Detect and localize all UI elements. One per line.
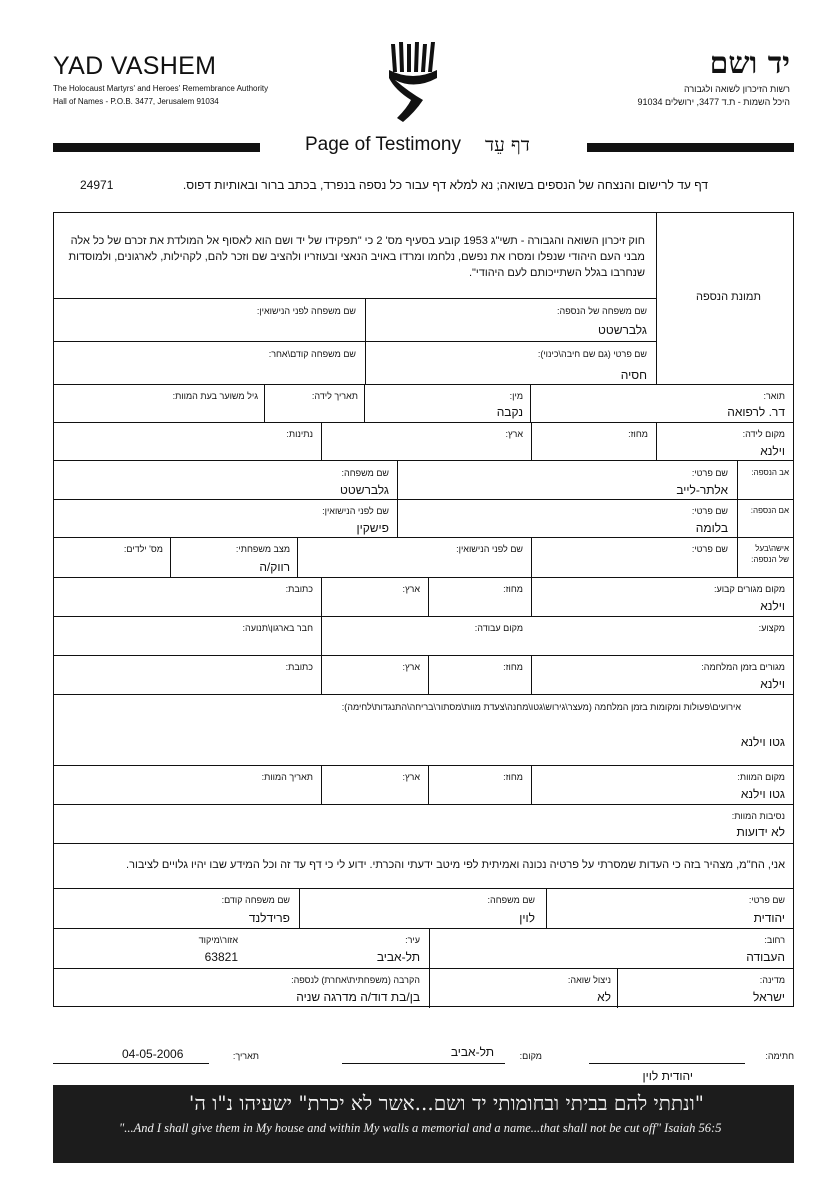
- label-father-family-name: שם משפחה:: [341, 468, 389, 478]
- label-war-address: כתובת:: [285, 662, 313, 672]
- label-res-district: מחוז:: [503, 584, 523, 594]
- label-survivor: ניצול שואה:: [567, 975, 611, 985]
- label-spouse-first-name: שם פרטי:: [691, 544, 728, 554]
- value-father-family-name[interactable]: גלברשטט: [340, 483, 389, 497]
- label-res-country: ארץ:: [402, 584, 420, 594]
- law-text: חוק זיכרון השואה והגבורה - תשי"ג 1953 קובע בסעיף מס' 2 כי "תפקידו של יד ושם הוא לאסוף אל המולדת את זכרם של כל אלה מבני העם היהודי שנפלו ומסרו את נפשם, נלחמו ומרדו באויב הנאצי ובעוזריו ולהציב שם וזכר להם, לקהילות, לארגונים, ולמוסדות שנחרבו בגלל השתייכותם לעם היהודי".: [68, 235, 645, 279]
- label-sub-first-name: שם פרטי:: [748, 895, 785, 905]
- value-signature-name: יהודית לוין: [642, 1069, 693, 1083]
- label-birth-date: תאריך לידה:: [311, 391, 358, 401]
- label-profession: מקצוע:: [758, 623, 785, 633]
- form-number: 24971: [80, 178, 114, 192]
- label-death-date: תאריך המוות:: [261, 772, 313, 782]
- label-place: מקום:: [519, 1051, 542, 1061]
- value-mother-first-name[interactable]: בלומה: [695, 521, 728, 535]
- quote-hebrew: "ונתתי להם בביתי ובחומותי יד ושם...אשר לא יכרת" ישעיהו נ"ו ה': [188, 1091, 704, 1115]
- value-death-place[interactable]: גטו וילנא: [740, 787, 785, 801]
- value-gender[interactable]: נקבה: [496, 405, 523, 419]
- label-workplace: מקום עבודה:: [474, 623, 523, 633]
- value-mother-maiden-name[interactable]: פישקין: [356, 521, 389, 535]
- org-name-he: יד ושם: [709, 46, 790, 81]
- org-address-he: היכל השמות - ת.ד 3477, ירושלים 91034: [637, 97, 790, 107]
- label-victims-father: אב הנספה:: [751, 468, 789, 477]
- label-relationship: הקרבה (משפחתית\אחרת) לנספה:: [291, 975, 420, 985]
- quote-banner: [53, 1085, 794, 1163]
- label-wartime-residence: מגורים בזמן המלחמה:: [701, 662, 785, 672]
- label-maiden-name: שם משפחה לפני הנישואין:: [256, 306, 356, 316]
- label-father-first-name: שם פרטי:: [691, 468, 728, 478]
- intro-instructions: דף עד לרישום והנצחה של הנספים בשואה; נא למלא דף עבור כל נספה בנפרד, בכתב ברור ובאותיות דפוס.: [182, 178, 708, 192]
- label-sub-family-name: שם משפחה:: [487, 895, 535, 905]
- value-marital-status[interactable]: רווק/ה: [259, 560, 290, 574]
- value-sub-prev-family-name[interactable]: פרידלנד: [248, 911, 290, 925]
- label-permanent-residence: מקום מגורים קבוע:: [713, 584, 785, 594]
- label-state: מדינה:: [759, 975, 785, 985]
- value-place[interactable]: תל-אביב: [450, 1045, 494, 1059]
- label-sub-prev-family-name: שם משפחה קודם:: [221, 895, 290, 905]
- declaration-text: אני, הח"מ, מצהיר בזה כי העדות שמסרתי על פרטיה נכונה ואמיתית לפי מיטב ידעתי והכרתי. ידוע לי כי דף עד זה וכל המידע שבו יהיו גלויים לציבור.: [126, 859, 785, 871]
- value-relationship[interactable]: בן/בת דוד/ה מדרגה שניה: [296, 990, 420, 1004]
- label-birth-district: מחוז:: [628, 429, 648, 439]
- value-victim-family-name[interactable]: גלברשטט: [598, 323, 647, 337]
- label-gender: מין:: [509, 391, 523, 401]
- label-mother-maiden-name: שם לפני הנישואין:: [322, 506, 389, 516]
- label-signature: חתימה:: [765, 1051, 794, 1061]
- signature-line: [589, 1063, 745, 1064]
- value-city[interactable]: תל-אביב: [376, 950, 420, 964]
- label-spouse-maiden-name: שם לפני הנישואין:: [456, 544, 523, 554]
- label-birth-place: מקום לידה:: [742, 429, 785, 439]
- label-city: עיר:: [405, 935, 420, 945]
- label-victims-mother: אם הנספה:: [750, 506, 789, 515]
- org-address-en: Hall of Names - P.O.B. 3477, Jerusalem 91034: [53, 97, 219, 106]
- label-title: תואר:: [763, 391, 785, 401]
- photo-box-border: [656, 213, 657, 384]
- label-death-country: ארץ:: [402, 772, 420, 782]
- value-title[interactable]: דר. לרפואה: [727, 405, 785, 419]
- value-wartime-residence[interactable]: וילנא: [760, 677, 785, 691]
- org-subtitle-en: The Holocaust Martyrs' and Heroes' Remembrance Authority: [53, 84, 269, 93]
- label-age-at-death: גיל משוער בעת המוות:: [172, 391, 258, 401]
- value-date[interactable]: 04-05-2006: [122, 1047, 184, 1061]
- label-prev-family-name: שם משפחה קודם\אחר:: [268, 349, 356, 359]
- photo-label: תמונת הנספה: [696, 291, 761, 303]
- label-date: תאריך:: [232, 1051, 259, 1061]
- value-street[interactable]: העבודה: [746, 950, 785, 964]
- label-res-address: כתובת:: [285, 584, 313, 594]
- value-wartime-events[interactable]: גטו וילנא: [740, 735, 785, 749]
- label-mother-first-name: שם פרטי:: [691, 506, 728, 516]
- label-death-place: מקום המוות:: [737, 772, 785, 782]
- title-bar-left: [53, 143, 260, 152]
- label-num-children: מס' ילדים:: [123, 544, 163, 554]
- place-line: [342, 1063, 505, 1064]
- org-name-en: YAD VASHEM: [53, 52, 217, 80]
- label-spouse-line2: של הנספה:: [751, 555, 789, 564]
- quote-english: "...And I shall give them in My house and within My walls a memorial and a name...that shall not be cut off" Isaiah 56:5: [119, 1121, 722, 1135]
- value-survivor[interactable]: לא: [597, 990, 611, 1004]
- label-death-circumstances: נסיבות המוות:: [731, 811, 785, 821]
- label-zip: אזור\מיקוד: [198, 935, 238, 945]
- label-war-country: ארץ:: [402, 662, 420, 672]
- label-victim-family-name: שם משפחה של הנספה:: [556, 306, 647, 316]
- testimony-form: [53, 212, 794, 1007]
- value-permanent-residence[interactable]: וילנא: [760, 599, 785, 613]
- label-birth-country: ארץ:: [505, 429, 523, 439]
- value-death-circumstances[interactable]: לא ידועות: [736, 825, 785, 839]
- date-line: [53, 1063, 209, 1064]
- title-bar-right: [587, 143, 794, 152]
- org-subtitle-he: רשות הזיכרון לשואה ולגבורה: [683, 84, 790, 94]
- value-zip[interactable]: 63821: [204, 950, 238, 964]
- yad-vashem-logo-icon: [385, 42, 443, 124]
- value-sub-first-name[interactable]: יהודית: [753, 911, 785, 925]
- page-title-en: Page of Testimony: [305, 134, 461, 155]
- label-death-district: מחוז:: [503, 772, 523, 782]
- label-wartime-events: אירועים\פעולות ומקומות בזמן המלחמה (מעצר\גירוש\גטו\מחנה\צעדת מוות\מסתור\בריחה\התנגדות\לחימה):: [341, 702, 741, 712]
- value-sub-family-name[interactable]: לוין: [519, 911, 535, 925]
- label-marital-status: מצב משפחתי:: [235, 544, 290, 554]
- value-first-name[interactable]: חסיה: [620, 368, 647, 382]
- value-state[interactable]: ישראל: [753, 990, 785, 1004]
- label-first-name: שם פרטי (גם שם חיבה\כינוי):: [537, 349, 647, 359]
- label-war-district: מחוז:: [503, 662, 523, 672]
- label-organization: חבר בארגון\תנועה:: [242, 623, 313, 633]
- page-title-he: דף עֵד: [485, 134, 530, 156]
- label-spouse-line1: אישה\בעל: [755, 544, 789, 553]
- value-father-first-name[interactable]: אלתר-לייב: [676, 483, 728, 497]
- label-nationality: נתינות:: [286, 429, 313, 439]
- value-birth-place[interactable]: וילנא: [760, 444, 785, 458]
- label-street: רחוב:: [764, 935, 785, 945]
